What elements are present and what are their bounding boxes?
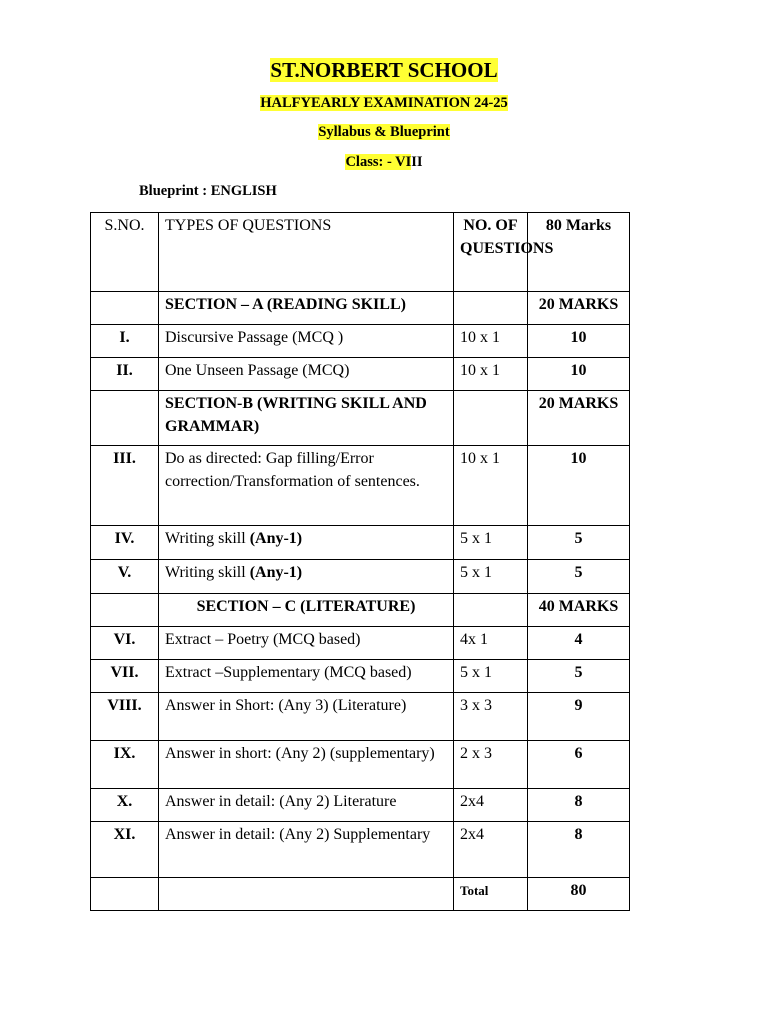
table-row — [91, 660, 630, 693]
row-marks: 5 — [528, 560, 630, 594]
row-question: Do as directed: Gap filling/Error correction/Transformation of sentences. — [159, 446, 454, 526]
row-count: 10 x 1 — [454, 446, 528, 526]
row-sno: IX. — [91, 741, 159, 789]
table-row — [91, 526, 630, 560]
row-sno: I. — [91, 325, 159, 358]
row-count: 4x 1 — [454, 627, 528, 660]
row-marks: 9 — [528, 693, 630, 741]
row-question — [159, 526, 454, 560]
row-question-text: Writing skill — [165, 564, 250, 581]
school-name-text: ST.NORBERT SCHOOL — [270, 58, 498, 82]
row-marks: 10 — [528, 325, 630, 358]
row-question: Answer in detail: (Any 2) Literature — [159, 789, 454, 822]
row-question — [159, 560, 454, 594]
table-row — [91, 325, 630, 358]
section-c-marks: 40 MARKS — [528, 594, 630, 627]
row-question: One Unseen Passage (MCQ) — [159, 358, 454, 391]
section-b-sno — [91, 391, 159, 446]
exam-title-text: HALFYEARLY EXAMINATION 24-25 — [260, 95, 508, 111]
row-marks: 8 — [528, 822, 630, 878]
header-types: TYPES OF QUESTIONS — [159, 213, 454, 292]
row-count: 2x4 — [454, 822, 528, 878]
header-marks: 80 Marks — [528, 213, 630, 292]
total-row — [91, 878, 630, 911]
section-b-marks: 20 MARKS — [528, 391, 630, 446]
row-question: Extract –Supplementary (MCQ based) — [159, 660, 454, 693]
row-count: 5 x 1 — [454, 526, 528, 560]
table-row — [91, 693, 630, 741]
total-value: 80 — [528, 878, 630, 911]
section-c-count — [454, 594, 528, 627]
row-question-bold: (Any-1) — [249, 530, 303, 547]
blueprint-table — [90, 212, 630, 911]
row-count: 10 x 1 — [454, 358, 528, 391]
section-b-row — [91, 391, 630, 446]
row-question-bold: (Any-1) — [249, 564, 303, 581]
section-a-count — [454, 292, 528, 325]
table-row — [91, 789, 630, 822]
row-sno: XI. — [91, 822, 159, 878]
row-count: 10 x 1 — [454, 325, 528, 358]
section-a-title: SECTION – A (READING SKILL) — [159, 292, 454, 325]
row-question: Discursive Passage (MCQ ) — [159, 325, 454, 358]
row-marks: 4 — [528, 627, 630, 660]
table-row — [91, 358, 630, 391]
section-a-row — [91, 292, 630, 325]
row-count: 2 x 3 — [454, 741, 528, 789]
row-marks: 6 — [528, 741, 630, 789]
total-label: Total — [454, 878, 528, 911]
class-title-rest: II — [411, 154, 423, 170]
class-title-highlighted: Class: - VI — [345, 154, 412, 170]
exam-title — [0, 95, 768, 112]
table-row — [91, 822, 630, 878]
row-sno: III. — [91, 446, 159, 526]
section-a-marks: 20 MARKS — [528, 292, 630, 325]
section-a-sno — [91, 292, 159, 325]
row-marks: 10 — [528, 358, 630, 391]
section-b-count — [454, 391, 528, 446]
section-b-title: SECTION-B (WRITING SKILL AND GRAMMAR) — [159, 391, 454, 446]
row-count: 5 x 1 — [454, 560, 528, 594]
syllabus-title — [0, 124, 768, 141]
header-sno: S.NO. — [91, 213, 159, 292]
header-count: NO. OF QUESTIONS — [454, 213, 528, 292]
row-sno: IV. — [91, 526, 159, 560]
row-sno: X. — [91, 789, 159, 822]
row-count: 5 x 1 — [454, 660, 528, 693]
row-count: 3 x 3 — [454, 693, 528, 741]
syllabus-title-text: Syllabus & Blueprint — [318, 124, 450, 140]
table-row — [91, 446, 630, 526]
section-c-sno — [91, 594, 159, 627]
row-sno: VII. — [91, 660, 159, 693]
total-sno — [91, 878, 159, 911]
total-blank — [159, 878, 454, 911]
table-row — [91, 741, 630, 789]
row-question: Extract – Poetry (MCQ based) — [159, 627, 454, 660]
table-header-row — [91, 213, 630, 292]
section-c-title: SECTION – C (LITERATURE) — [159, 594, 454, 627]
class-title — [0, 154, 768, 171]
row-marks: 10 — [528, 446, 630, 526]
blueprint-subject: Blueprint : ENGLISH — [139, 183, 277, 199]
row-sno: VI. — [91, 627, 159, 660]
row-sno: V. — [91, 560, 159, 594]
section-c-row — [91, 594, 630, 627]
row-question: Answer in detail: (Any 2) Supplementary — [159, 822, 454, 878]
row-question-text: Writing skill — [165, 530, 250, 547]
table-row — [91, 627, 630, 660]
row-marks: 8 — [528, 789, 630, 822]
row-question: Answer in short: (Any 2) (supplementary) — [159, 741, 454, 789]
row-question: Answer in Short: (Any 3) (Literature) — [159, 693, 454, 741]
row-marks: 5 — [528, 660, 630, 693]
row-sno: II. — [91, 358, 159, 391]
school-name — [0, 58, 768, 83]
row-marks: 5 — [528, 526, 630, 560]
table-row — [91, 560, 630, 594]
row-sno: VIII. — [91, 693, 159, 741]
row-count: 2x4 — [454, 789, 528, 822]
